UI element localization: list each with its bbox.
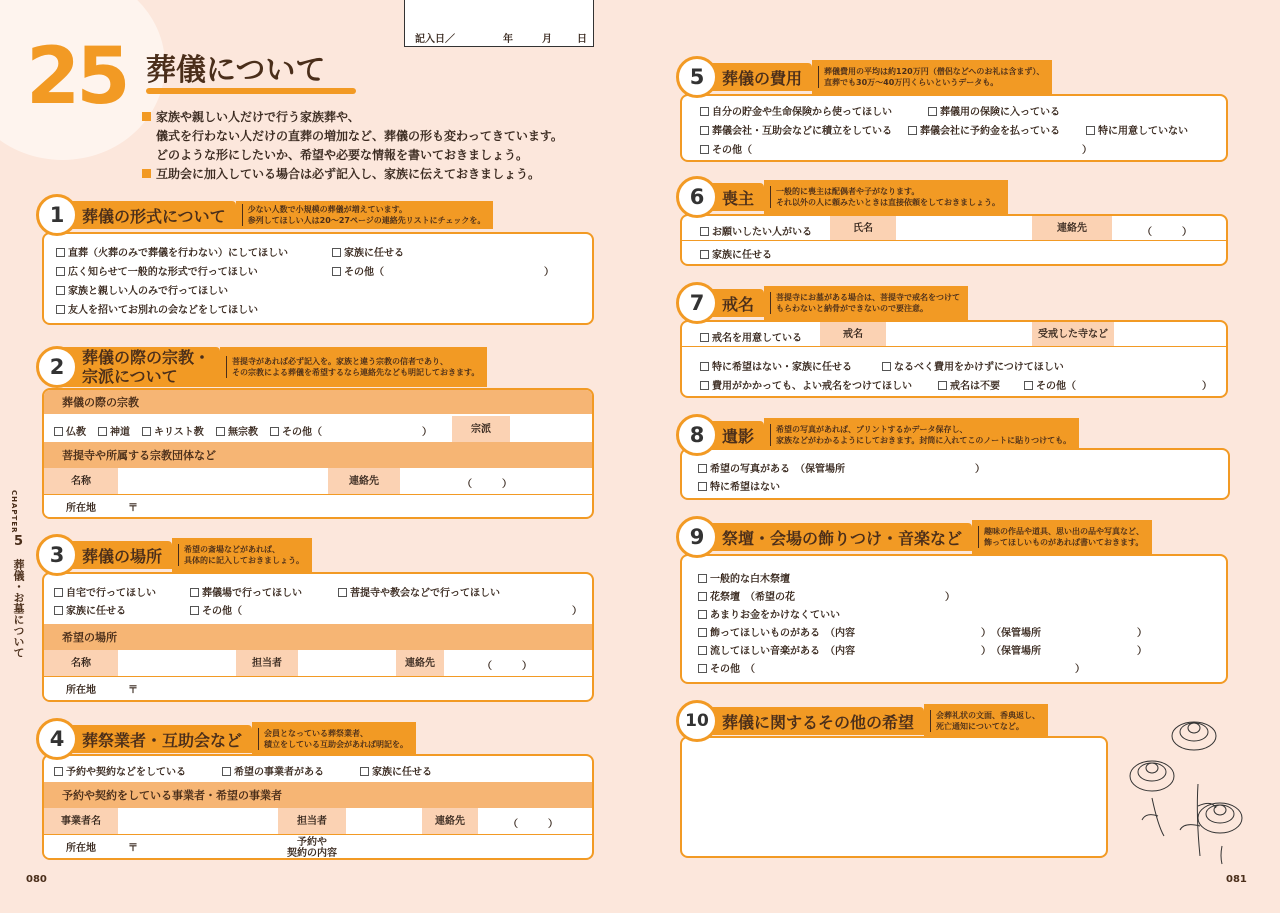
section-8-header: 8 遺影 希望の写真があれば、プリントするかデータ保存し、 家族などがわかるようにしておきます。封筒に入れてこのノートに貼りつけても。 [676,414,1079,456]
provider-family-decides[interactable]: 家族に任せる [360,763,432,778]
cost-mutual-aid[interactable]: 葬儀会社・互助会などに積立をしている [700,122,892,137]
altar-low-cost[interactable]: あまりお金をかけなくていい [698,606,840,621]
page-number-right: 081 [1226,874,1247,885]
temple-address-label: 所在地 [44,495,118,519]
section-5-box [680,94,1228,162]
provider-contact-label: 連絡先 [422,808,478,834]
chief-mourner-phone-paren[interactable]: （ ） [1142,227,1192,238]
provider-phone-paren[interactable]: （ ） [508,819,558,830]
kaimyo-prepared[interactable]: 戒名を用意している [700,329,802,344]
provider-person-label: 担当者 [278,808,346,834]
place-other[interactable]: その他（ ） [190,602,582,617]
desired-place-bar: 希望の場所 [44,624,594,650]
temple-bar: 菩提寺や所属する宗教団体など [44,442,594,468]
chapter-side-tab: CHAPTER 5 葬儀・お墓について [10,490,25,658]
kaimyo-name-label: 戒名 [820,322,886,346]
cost-not-prepared[interactable]: 特に用意していない [1086,122,1188,137]
intro-text: 家族や親しい人だけで行う家族葬や、 儀式を行わない人だけの直葬の増加など、葬儀の形も変わってきています。 どのような形にしたいか、希望や必要な情報を書いておきましょう。 互助会に加入している場合は必ず記入し、家族に伝えておきましょう。 [142,108,563,184]
temple-contact-label: 連絡先 [328,468,400,494]
religion-none[interactable]: 無宗教 [216,423,258,438]
place-temple-church[interactable]: 菩提寺や教会などで行ってほしい [338,584,500,599]
section-10-textbox[interactable] [680,736,1108,858]
portrait-has-photo[interactable]: 希望の写真がある （保管場所 ） [698,460,985,475]
kaimyo-other[interactable]: その他（ ） [1024,377,1212,392]
option-farewell-party[interactable]: 友人を招いてお別れの会などをしてほしい [56,301,258,316]
cost-savings-insurance[interactable]: 自分の貯金や生命保険から使ってほしい [700,103,892,118]
section-9-header: 9 祭壇・会場の飾りつけ・音楽など 趣味の作品や道具、思い出の品や写真など、 飾ってほしいものがあれば書いておきます。 [676,516,1152,558]
temple-phone-paren[interactable]: （ ） [462,479,512,490]
option-family-decides[interactable]: 家族に任せる [332,244,404,259]
section-5-header: 5 葬儀の費用 葬儀費用の平均は約120万円（僧侶などへのお礼は含まず）、 直葬でも30万〜40万円くらいというデータも。 [676,56,1052,98]
section-2-header: 2 葬儀の際の宗教・ 宗派について 菩提寺があれば必ず記入を。家族と違う宗教の信者であり、 その宗教による葬儀を希望するなら連絡先なども明記しておきます。 [36,346,487,388]
option-general-funeral[interactable]: 広く知らせて一般的な形式で行ってほしい [56,263,258,278]
chief-mourner-family-decides[interactable]: 家族に任せる [700,246,772,261]
kaimyo-not-needed[interactable]: 戒名は不要 [938,377,1000,392]
section-7-box [680,320,1228,398]
section-1-header: 1 葬儀の形式について 少ない人数で小規模の葬儀が増えています。 参列してほしい人は20〜27ページの連絡先リストにチェックを。 [36,194,493,236]
section-3-header: 3 葬儀の場所 希望の斎場などがあれば、 具体的に記入しておきましょう。 [36,534,312,576]
page-number-left: 080 [26,874,47,885]
provider-preferred[interactable]: 希望の事業者がある [222,763,324,778]
religion-christian[interactable]: キリスト教 [142,423,204,438]
contract-detail-label: 予約や 契約の内容 [278,835,346,860]
section-4-header: 4 葬祭業者・互助会など 会員となっている葬祭業者、 積立をしている互助会があれば明記を。 [36,718,416,760]
kaimyo-temple-label: 受戒した寺など [1032,322,1114,346]
portrait-no-preference[interactable]: 特に希望はない [698,478,780,493]
provider-bar: 予約や契約をしている事業者・希望の事業者 [44,782,594,808]
place-home[interactable]: 自宅で行ってほしい [54,584,156,599]
place-person-label: 担当者 [236,650,298,676]
religion-buddhism[interactable]: 仏教 [54,423,86,438]
religion-other[interactable]: その他（ ） [270,423,432,438]
religion-shinto[interactable]: 神道 [98,423,130,438]
provider-contracted[interactable]: 予約や契約などをしている [54,763,186,778]
cost-other[interactable]: その他（ ） [700,141,1092,156]
altar-display-items[interactable]: 飾ってほしいものがある （内容 ） （保管場所 ） [698,624,1147,639]
page-title: 葬儀について [146,53,326,88]
chapter-number: 25 [26,32,127,122]
cost-funeral-insurance[interactable]: 葬儀用の保険に入っている [928,103,1060,118]
provider-name-label: 事業者名 [44,808,118,834]
kaimyo-no-preference[interactable]: 特に希望はない・家族に任せる [700,358,852,373]
chief-mourner-has-person[interactable]: お願いしたい人がいる [700,223,812,238]
temple-postal-mark: 〒 [128,503,138,514]
option-family-only[interactable]: 家族と親しい人のみで行ってほしい [56,282,228,297]
section-7-header: 7 戒名 菩提寺にお墓がある場合は、菩提寺で戒名をつけて もらわないと納骨ができないので要注意。 [676,282,968,324]
section-4-box [42,754,594,860]
date-entry-box[interactable]: 記入日／ 年 月 日 [404,0,594,47]
option-other[interactable]: その他（ ） [332,263,554,278]
cost-deposit-paid[interactable]: 葬儀会社に予約金を払っている [908,122,1060,137]
section-6-box [680,214,1228,266]
section-6-header: 6 喪主 一般的に喪主は配偶者や子がなります。 それ以外の人に頼みたいときは直接依頼をしておきましょう。 [676,176,1008,218]
religion-bar: 葬儀の際の宗教 [44,390,594,414]
provider-postal-mark: 〒 [128,843,138,854]
section-9-box [680,554,1228,684]
altar-flower[interactable]: 花祭壇 （希望の花 ） [698,588,955,603]
kaimyo-low-cost[interactable]: なるべく費用をかけずにつけてほしい [882,358,1064,373]
chief-mourner-name-label: 氏名 [830,216,896,240]
altar-other[interactable]: その他 （ ） [698,660,1085,675]
place-address-label: 所在地 [44,677,118,702]
kaimyo-good-name[interactable]: 費用がかかっても、よい戒名をつけてほしい [700,377,912,392]
section-2-box [42,388,594,519]
option-direct-cremation[interactable]: 直葬（火葬のみで葬儀を行わない）にしてほしい [56,244,288,259]
chief-mourner-contact-label: 連絡先 [1032,216,1112,240]
title-underline [146,88,356,94]
altar-music[interactable]: 流してほしい音楽がある （内容 ） （保管場所 ） [698,642,1147,657]
place-name-label: 名称 [44,650,118,676]
section-3-box [42,572,594,702]
section-10-header: 10 葬儀に関するその他の希望 会葬礼状の文面、香典返し、 死亡通知についてなど。 [676,700,1048,742]
place-phone-paren[interactable]: （ ） [482,661,532,672]
chrysanthemum-illustration [1122,706,1262,866]
place-contact-label: 連絡先 [396,650,444,676]
temple-name-label: 名称 [44,468,118,494]
place-funeral-hall[interactable]: 葬儀場で行ってほしい [190,584,302,599]
place-family-decides[interactable]: 家族に任せる [54,602,126,617]
section-1-box [42,232,594,325]
place-postal-mark: 〒 [128,685,138,696]
provider-address-label: 所在地 [44,835,118,860]
sect-label: 宗派 [452,416,510,442]
section-8-box [680,448,1230,500]
altar-plain-wood[interactable]: 一般的な白木祭壇 [698,570,790,585]
